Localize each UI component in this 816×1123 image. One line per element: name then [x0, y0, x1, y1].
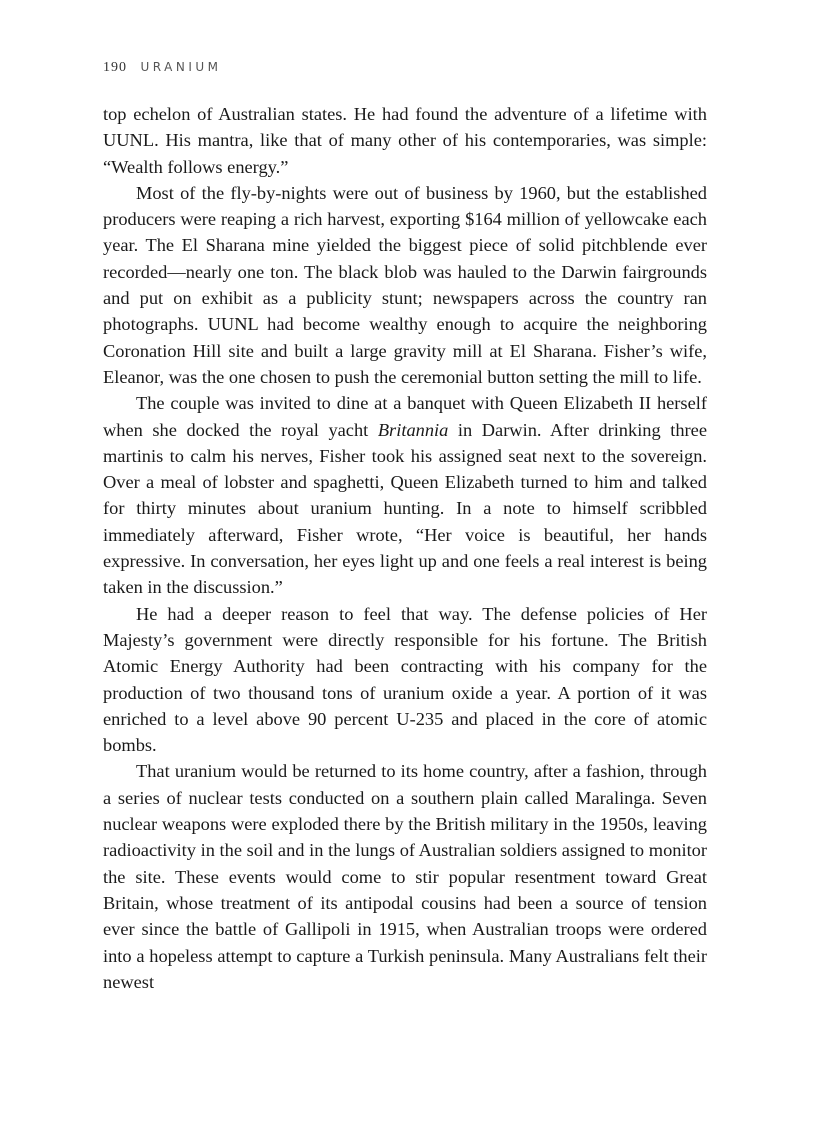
paragraph-5	[103, 758, 707, 995]
paragraph-2-text: Most of the fly-by-nights were out of business by 1960, but the established producers were reaping a rich harvest, exporting $164 million of yellowcake each year. The El Sharana mine yielded the biggest piece of solid pitchblende ever recorded—nearly one ton. The black blob was hauled to the Darwin fairgrounds and put on exhibit as a publicity stunt; newspapers across the country ran photographs. UUNL had become wealthy enough to acquire the neighboring Coronation Hill site and built a large gravity mill at El Sharana. Fisher’s wife, Eleanor, was the one chosen to push the ceremonial button setting the mill to life.	[103, 182, 707, 387]
running-title: URANIUM	[140, 60, 222, 74]
paragraph-2	[103, 180, 707, 390]
page-number: 190	[103, 60, 127, 75]
ship-name-italic: Britannia	[377, 419, 449, 440]
running-head	[103, 60, 222, 76]
body-text	[103, 101, 707, 995]
paragraph-3-text-after: in Darwin. After drinking three martinis to calm his nerves, Fisher took his assigned seat next to the sovereign. Over a meal of lobster and spaghetti, Queen Elizabeth turned to him and talked for thirty minutes about uranium hunting. In a note to himself scribbled immediately afterward, Fisher wrote, “Her voice is beautiful, her hands expressive. In conversation, her eyes light up and one feels a real interest is being taken in the discussion.”	[103, 419, 708, 598]
paragraph-4	[103, 601, 707, 759]
paragraph-1	[103, 101, 707, 180]
paragraph-3	[103, 390, 707, 600]
paragraph-4-text: He had a deeper reason to feel that way. The defense policies of Her Majesty’s government were directly responsible for his fortune. The British Atomic Energy Authority had been contracting with his company for the production of two thousand tons of uranium oxide a year. A portion of it was enriched to a level above 90 percent U-235 and placed in the core of atomic bombs.	[103, 603, 707, 756]
paragraph-1-text: top echelon of Australian states. He had found the adventure of a lifetime with UUNL. His mantra, like that of many other of his contemporaries, was simple: “Wealth follows energy.”	[103, 104, 707, 177]
paragraph-3-text-before: The couple was invited to dine at a banquet with Queen Elizabeth II herself when she docked the royal yacht	[103, 393, 707, 440]
paragraph-5-text: That uranium would be returned to its home country, after a fashion, through a series of nuclear tests conducted on a southern plain called Maralinga. Seven nuclear weapons were exploded there by the British military in the 1950s, leaving radioactivity in the soil and in the lungs of Australian soldiers assigned to monitor the site. These events would come to stir popular resentment toward Great Britain, whose treatment of its antipodal cousins had been a source of tension ever since the battle of Gallipoli in 1915, when Australian troops were ordered into a hopeless attempt to capture a Turkish peninsula. Many Australians felt their newest	[103, 761, 707, 992]
